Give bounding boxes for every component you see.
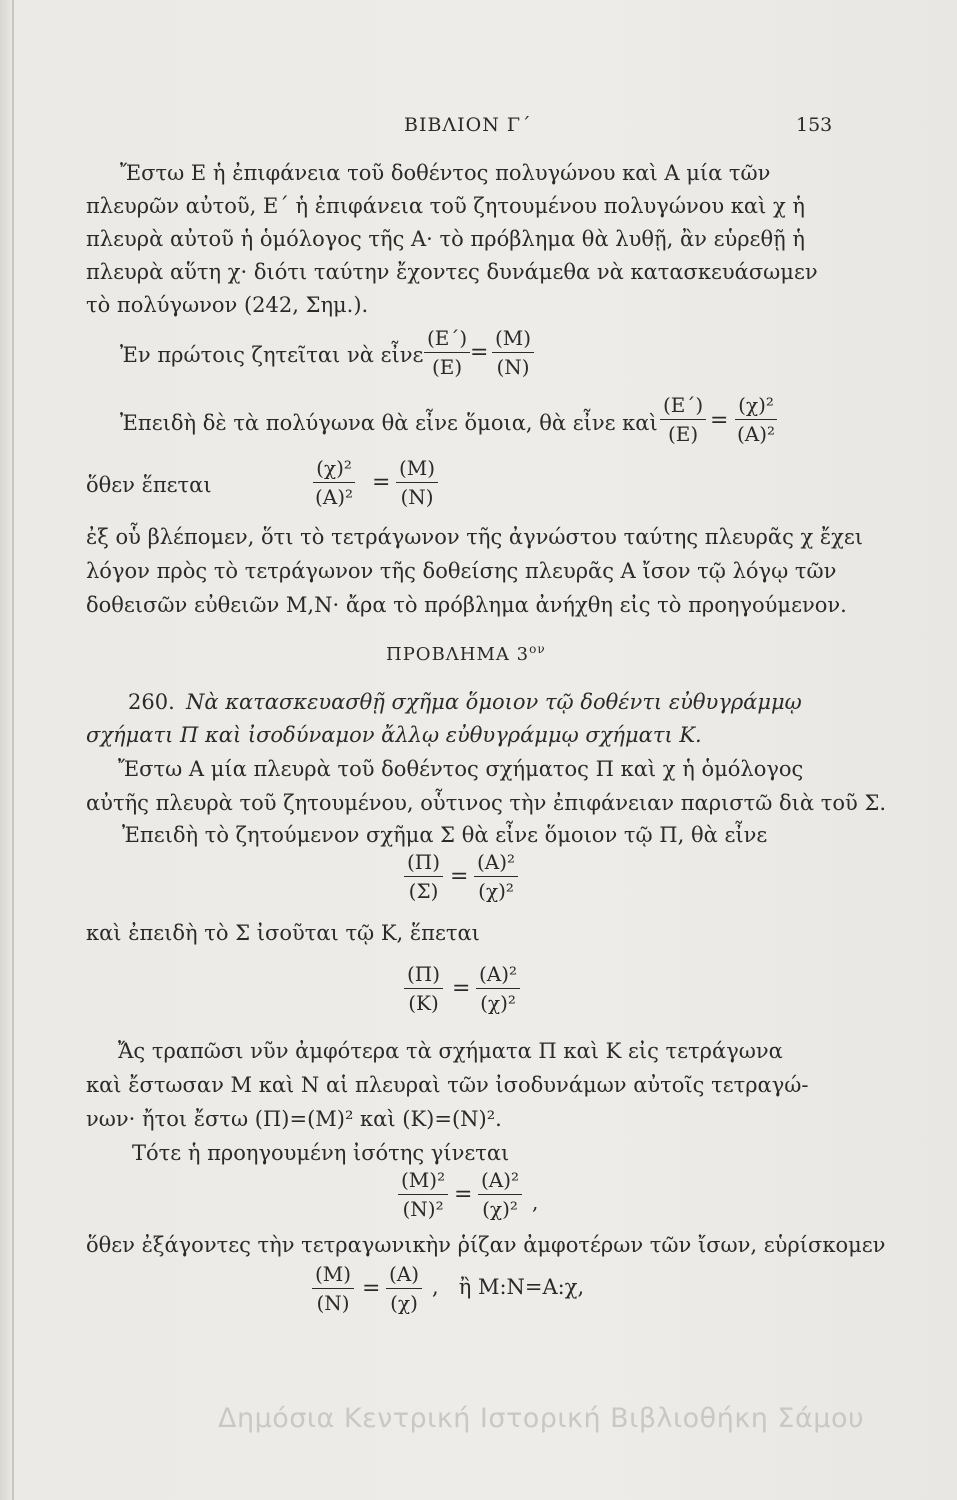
fraction [424,326,470,379]
numerator: (Α)² [478,1168,522,1195]
equals-sign: = [710,408,729,433]
equals-sign: = [452,976,471,1001]
numerator: (Α)² [474,850,518,877]
fraction [734,393,778,446]
equation-intro: Ἐπειδὴ δὲ τὰ πολύγωνα θὰ εἶνε ὅμοια, θὰ εἶνε καὶ [120,411,658,435]
numerator: (Α) [386,1262,422,1289]
numerator: (Π) [404,850,443,877]
numerator: (Π) [404,962,443,989]
numerator: (Μ) [396,456,438,483]
denominator: (Ν) [496,355,530,379]
fraction [474,850,518,903]
text-line: δοθεισῶν εὐθειῶν Μ,Ν· ἄρα τὸ πρόβλημα ἀνήχθη εἰς τὸ προηγούμενον. [86,593,847,617]
page-edge [12,0,14,1500]
fraction [404,850,443,903]
denominator: (Ν) [400,485,434,509]
equals-sign: = [450,864,469,889]
text-line: Ἄς τραπῶσι νῦν ἀμφότερα τὰ σχήματα Π καὶ Κ εἰς τετράγωνα [118,1039,783,1063]
denominator: (Ν)² [402,1197,444,1221]
numerator: (Ε΄) [660,393,706,420]
proportion-text: , ἢ Μ:Ν=Α:χ, [432,1275,585,1299]
fraction [404,962,443,1015]
denominator: (χ)² [480,991,516,1015]
fraction [476,962,520,1015]
text-line: καὶ ἔστωσαν Μ καὶ Ν αἱ πλευραὶ τῶν ἰσοδυνάμων αὐτοῖς τετραγώ- [86,1073,809,1097]
text-line: Τότε ἡ προηγουμένη ἰσότης γίνεται [132,1141,510,1165]
denominator: (χ)² [482,1197,518,1221]
numerator: (Μ) [492,326,534,353]
text-line: νων· ἤτοι ἔστω (Π)=(Μ)² καὶ (Κ)=(Ν)². [86,1107,502,1131]
fraction [386,1262,422,1315]
denominator: (Α)² [737,422,776,446]
fraction [312,456,356,509]
problem-statement-line: Νὰ κατασκευασθῇ σχῆμα ὅμοιον τῷ δοθέντι εὐθυγράμμῳ [186,690,802,714]
text-line: τὸ πολύγωνον (242, Σημ.). [86,293,369,317]
problem-heading-sup: ον [529,642,546,656]
text-line: Ἐπειδὴ τὸ ζητούμενον σχῆμα Σ θὰ εἶνε ὅμοιον τῷ Π, θὰ εἶνε [122,823,768,847]
fraction [396,456,438,509]
text-line: ὅθεν ἐξάγοντες τὴν τετραγωνικὴν ῥίζαν ἀμφοτέρων τῶν ἴσων, εὑρίσκομεν [86,1233,886,1257]
denominator: (Κ) [408,991,439,1015]
numerator: (χ)² [735,393,777,420]
text-line: καὶ ἐπειδὴ τὸ Σ ἰσοῦται τῷ Κ, ἕπεται [86,921,480,945]
page-number: 153 [796,114,833,136]
text-line: Ἔστω Ε ἡ ἐπιφάνεια τοῦ δοθέντος πολυγώνου καὶ Α μία τῶν [120,161,771,185]
text-line: Ἔστω Α μία πλευρὰ τοῦ δοθέντος σχήματος Π καὶ χ ἡ ὁμόλογος [118,757,804,781]
denominator: (Ε) [668,422,699,446]
text-line: πλευρὰ αὐτοῦ ἡ ὁμόλογος τῆς Α· τὸ πρόβλημα θὰ λυθῇ, ἂν εὑρεθῇ ἡ [86,227,805,251]
problem-heading-text: ΠΡΟΒΛΗΜΑ 3 [386,644,530,665]
equation-intro: Ἐν πρώτοις ζητεῖται νὰ εἶνε [120,343,424,367]
text-line: αὐτῆς πλευρὰ τοῦ ζητουμένου, οὗτινος τὴν ἐπιφάνειαν παριστῶ διὰ τοῦ Σ. [86,791,886,815]
text-line: λόγον πρὸς τὸ τετράγωνον τῆς δοθείσης πλευρᾶς Α ἴσον τῷ λόγῳ τῶν [86,559,837,583]
fraction [492,326,534,379]
numerator: (Μ)² [398,1168,448,1195]
text-line: πλευρὰ αὕτη χ· διότι ταύτην ἔχοντες δυνάμεθα νὰ κατασκευάσωμεν [86,260,818,284]
denominator: (Ε) [432,355,463,379]
equals-sign: = [470,340,489,365]
numerator: (Α)² [476,962,520,989]
comma: , [532,1190,539,1214]
denominator: (χ) [390,1291,418,1315]
numerator: (Μ) [312,1262,354,1289]
equals-sign: = [362,1276,381,1301]
book-title: ΒΙΒΛΙΟΝ Γ΄ [404,114,532,136]
denominator: (Σ) [408,879,439,903]
text-line: ἐξ οὗ βλέπομεν, ὅτι τὸ τετράγωνον τῆς ἀγνώστου ταύτης πλευρᾶς χ ἔχει [86,525,864,549]
fraction [312,1262,354,1315]
library-watermark: Δημόσια Κεντρική Ιστορική Βιβλιοθήκη Σάμου [218,1403,865,1434]
proportion-tail: ἢ Μ:Ν=Α:χ, [458,1275,585,1299]
problem-heading [386,642,546,665]
denominator: (Ν) [316,1291,350,1315]
problem-statement-line: σχήματι Π καὶ ἰσοδύναμον ἄλλῳ εὐθυγράμμῳ σχήματι Κ. [86,723,702,747]
fraction [398,1168,448,1221]
denominator: (Α)² [315,485,354,509]
running-head [0,114,957,144]
fraction [478,1168,522,1221]
fraction [660,393,706,446]
denominator: (χ)² [478,879,514,903]
equation-intro: ὅθεν ἕπεται [86,473,212,497]
problem-number: 260. [128,690,175,714]
equals-sign: = [372,470,391,495]
numerator: (χ)² [313,456,355,483]
equals-sign: = [454,1182,473,1207]
numerator: (Ε΄) [424,326,470,353]
text-line: πλευρῶν αὐτοῦ, Ε΄ ἡ ἐπιφάνεια τοῦ ζητουμένου πολυγώνου καὶ χ ἡ [86,194,805,218]
